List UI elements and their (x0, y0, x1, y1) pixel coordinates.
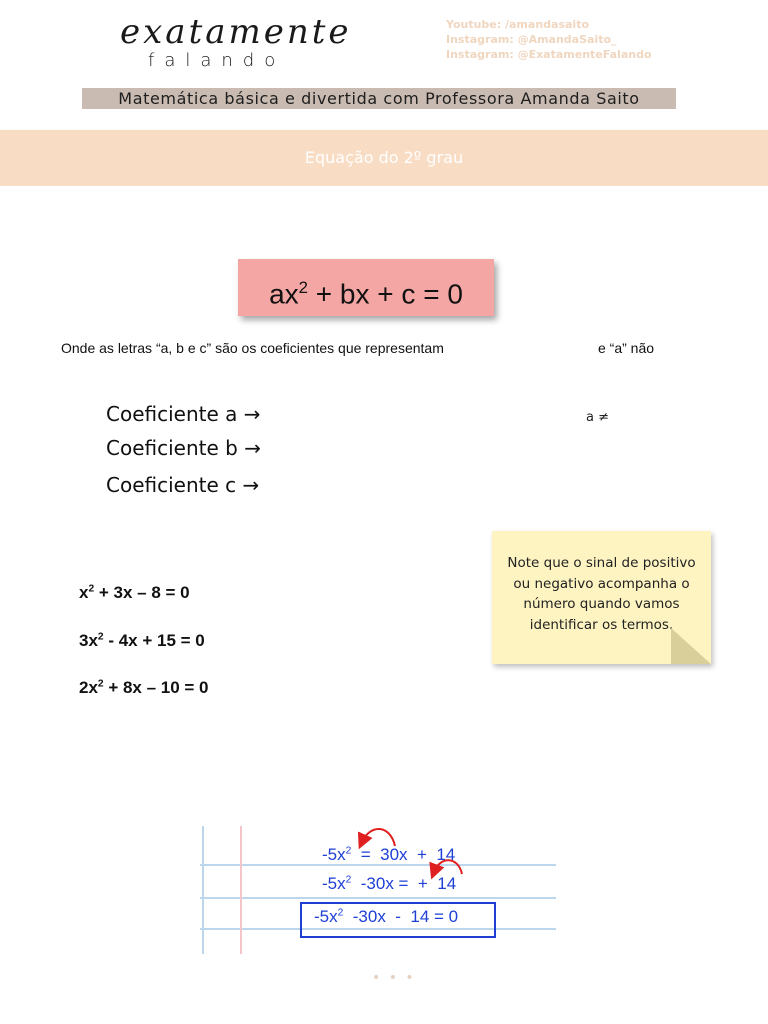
description-text: Onde as letras “a, b e c” são os coeficientes que representam (61, 340, 444, 356)
coefficient-c: Coeficiente c → (106, 473, 260, 497)
nb-line1-lead: -5x (322, 845, 346, 864)
example-2-lead: 3x (79, 631, 98, 650)
sticky-note-fold (671, 628, 711, 664)
coefficient-b: Coeficiente b → (106, 436, 261, 460)
example-equation-2 (79, 631, 205, 651)
general-formula (238, 259, 494, 316)
instagram-link-brand[interactable]: Instagram: @ExatamenteFalando (446, 48, 652, 61)
example-3-rest: + 8x – 10 = 0 (103, 678, 209, 697)
example-2-rest: - 4x + 15 = 0 (103, 631, 205, 650)
sticky-note-text: Note que o sinal de positivo ou negativo acompanha o número quando vamos identificar os termos. (507, 555, 696, 633)
youtube-link[interactable]: Youtube: /amandasaito (446, 18, 590, 31)
logo-wordmark: exatamente (120, 12, 352, 52)
example-3-lead: 2x (79, 678, 98, 697)
formula-exponent: 2 (298, 278, 309, 297)
formula-rest: + bx + c = 0 (308, 278, 463, 310)
page-dots: • • • (372, 970, 416, 986)
nb-line2-rest: -30x = + 14 (351, 874, 457, 893)
nb-line2-exponent: 2 (345, 874, 352, 886)
a-not-equal-note: a ≠ (586, 410, 609, 425)
sticky-note (492, 531, 711, 664)
description-text-right: e “a” não (598, 340, 655, 356)
notebook-line-3 (314, 907, 458, 927)
example-1-exponent: 2 (88, 583, 95, 595)
example-3-exponent: 2 (97, 678, 104, 690)
example-2-exponent: 2 (97, 631, 104, 643)
example-equation-1 (79, 583, 190, 603)
arrow-move-term-2 (434, 860, 462, 874)
example-1-lead: x (79, 583, 89, 602)
instagram-link-personal[interactable]: Instagram: @AmandaSaito_ (446, 33, 617, 46)
notebook-rule-line (200, 897, 556, 899)
tagline: Matemática básica e divertida com Professora Amanda Saito (82, 88, 676, 109)
notebook-illustration (200, 826, 556, 954)
logo-subtitle: falando (148, 50, 286, 71)
page-title: Equação do 2º grau (304, 148, 464, 167)
arrow-move-term-1 (362, 829, 395, 846)
nb-line3-lead: -5x (314, 907, 338, 926)
formula-lead: ax (269, 278, 299, 310)
nb-line3-exponent: 2 (337, 907, 344, 919)
nb-line2-lead: -5x (322, 874, 346, 893)
nb-line1-exponent: 2 (345, 845, 352, 857)
nb-line1-rest: = 30x + 14 (351, 845, 456, 864)
example-1-rest: + 3x – 8 = 0 (94, 583, 190, 602)
social-links (446, 17, 652, 62)
nb-line3-rest: -30x - 14 = 0 (343, 907, 459, 926)
move-arrows (200, 826, 556, 886)
topic-banner (0, 130, 768, 186)
example-equation-3 (79, 678, 209, 698)
coefficient-a: Coeficiente a → (106, 402, 261, 426)
